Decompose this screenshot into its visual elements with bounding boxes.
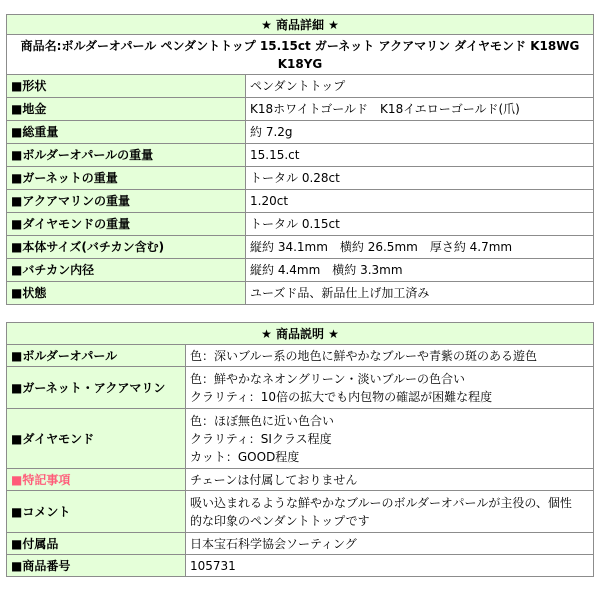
description-value (186, 555, 594, 577)
description-row (7, 409, 594, 469)
description-label: ■ガーネット・アクアマリン (7, 367, 186, 409)
description-line: チェーンは付属しておりません (190, 472, 358, 487)
product-description-table (6, 322, 594, 577)
description-line: 色：深いブルー系の地色に鮮やかなブルーや青紫の斑のある遊色 (190, 348, 538, 363)
spec-row (7, 259, 594, 282)
description-label: ■ボルダーオパール (7, 345, 186, 367)
description-label: ■商品番号 (7, 555, 186, 577)
spec-value: ペンダントトップ (246, 75, 594, 98)
product-name: 商品名:ボルダーオパール ペンダントトップ 15.15ct ガーネット アクアマリン ダイヤモンド K18WG K18YG (7, 35, 594, 75)
description-row (7, 491, 594, 533)
description-label: ■ダイヤモンド (7, 409, 186, 469)
spec-label: ■形状 (7, 75, 246, 98)
description-row (7, 367, 594, 409)
details-title: ★ 商品詳細 ★ (7, 15, 594, 35)
description-row (7, 469, 594, 491)
spec-value: トータル 0.15ct (246, 213, 594, 236)
spec-row (7, 75, 594, 98)
spec-row (7, 213, 594, 236)
spec-value: トータル 0.28ct (246, 167, 594, 190)
spec-row (7, 121, 594, 144)
description-label: ■付属品 (7, 533, 186, 555)
spec-value: 15.15.ct (246, 144, 594, 167)
spec-label: ■ガーネットの重量 (7, 167, 246, 190)
product-details-table (6, 14, 594, 305)
description-value (186, 367, 594, 409)
spec-label: ■ダイヤモンドの重量 (7, 213, 246, 236)
description-value (186, 409, 594, 469)
spec-label: ■ボルダーオパールの重量 (7, 144, 246, 167)
description-value (186, 491, 594, 533)
spec-value: K18ホワイトゴールド K18イエローゴールド(爪) (246, 98, 594, 121)
spec-row (7, 236, 594, 259)
spec-value: 約 7.2g (246, 121, 594, 144)
spec-row (7, 190, 594, 213)
spec-label: ■本体サイズ(バチカン含む) (7, 236, 246, 259)
spec-row (7, 144, 594, 167)
description-value (186, 533, 594, 555)
spec-row (7, 282, 594, 305)
description-row (7, 533, 594, 555)
spec-value: 縦約 34.1mm 横約 26.5mm 厚さ約 4.7mm (246, 236, 594, 259)
description-line: クラリティ：SIクラス程度 (190, 431, 332, 446)
description-line: 的な印象のペンダントトップです (190, 513, 370, 528)
spec-value: 縦約 4.4mm 横約 3.3mm (246, 259, 594, 282)
description-line: 色：ほぼ無色に近い色合い (190, 413, 335, 428)
description-row (7, 555, 594, 577)
description-line: カット：GOOD程度 (190, 449, 300, 464)
spec-label: ■状態 (7, 282, 246, 305)
description-line: 色：鮮やかなネオングリーン・淡いブルーの色合い (190, 371, 466, 386)
description-line: 日本宝石科学協会ソーティング (190, 536, 357, 551)
spec-label: ■バチカン内径 (7, 259, 246, 282)
spec-row (7, 167, 594, 190)
description-line: 105731 (190, 558, 236, 573)
spec-label: ■地金 (7, 98, 246, 121)
spec-value: 1.20ct (246, 190, 594, 213)
description-label: ■コメント (7, 491, 186, 533)
description-line: クラリティ：10倍の拡大でも内包物の確認が困難な程度 (190, 389, 493, 404)
description-line: 吸い込まれるような鮮やかなブルーのボルダーオパールが主役の、個性 (190, 495, 572, 510)
description-row (7, 345, 594, 367)
description-title: ★ 商品説明 ★ (7, 323, 594, 345)
description-label-notice: ■特記事項 (7, 469, 186, 491)
spec-value: ユーズド品、新品仕上げ加工済み (246, 282, 594, 305)
spec-row (7, 98, 594, 121)
spec-label: ■アクアマリンの重量 (7, 190, 246, 213)
spec-label: ■総重量 (7, 121, 246, 144)
description-value (186, 469, 594, 491)
description-value (186, 345, 594, 367)
